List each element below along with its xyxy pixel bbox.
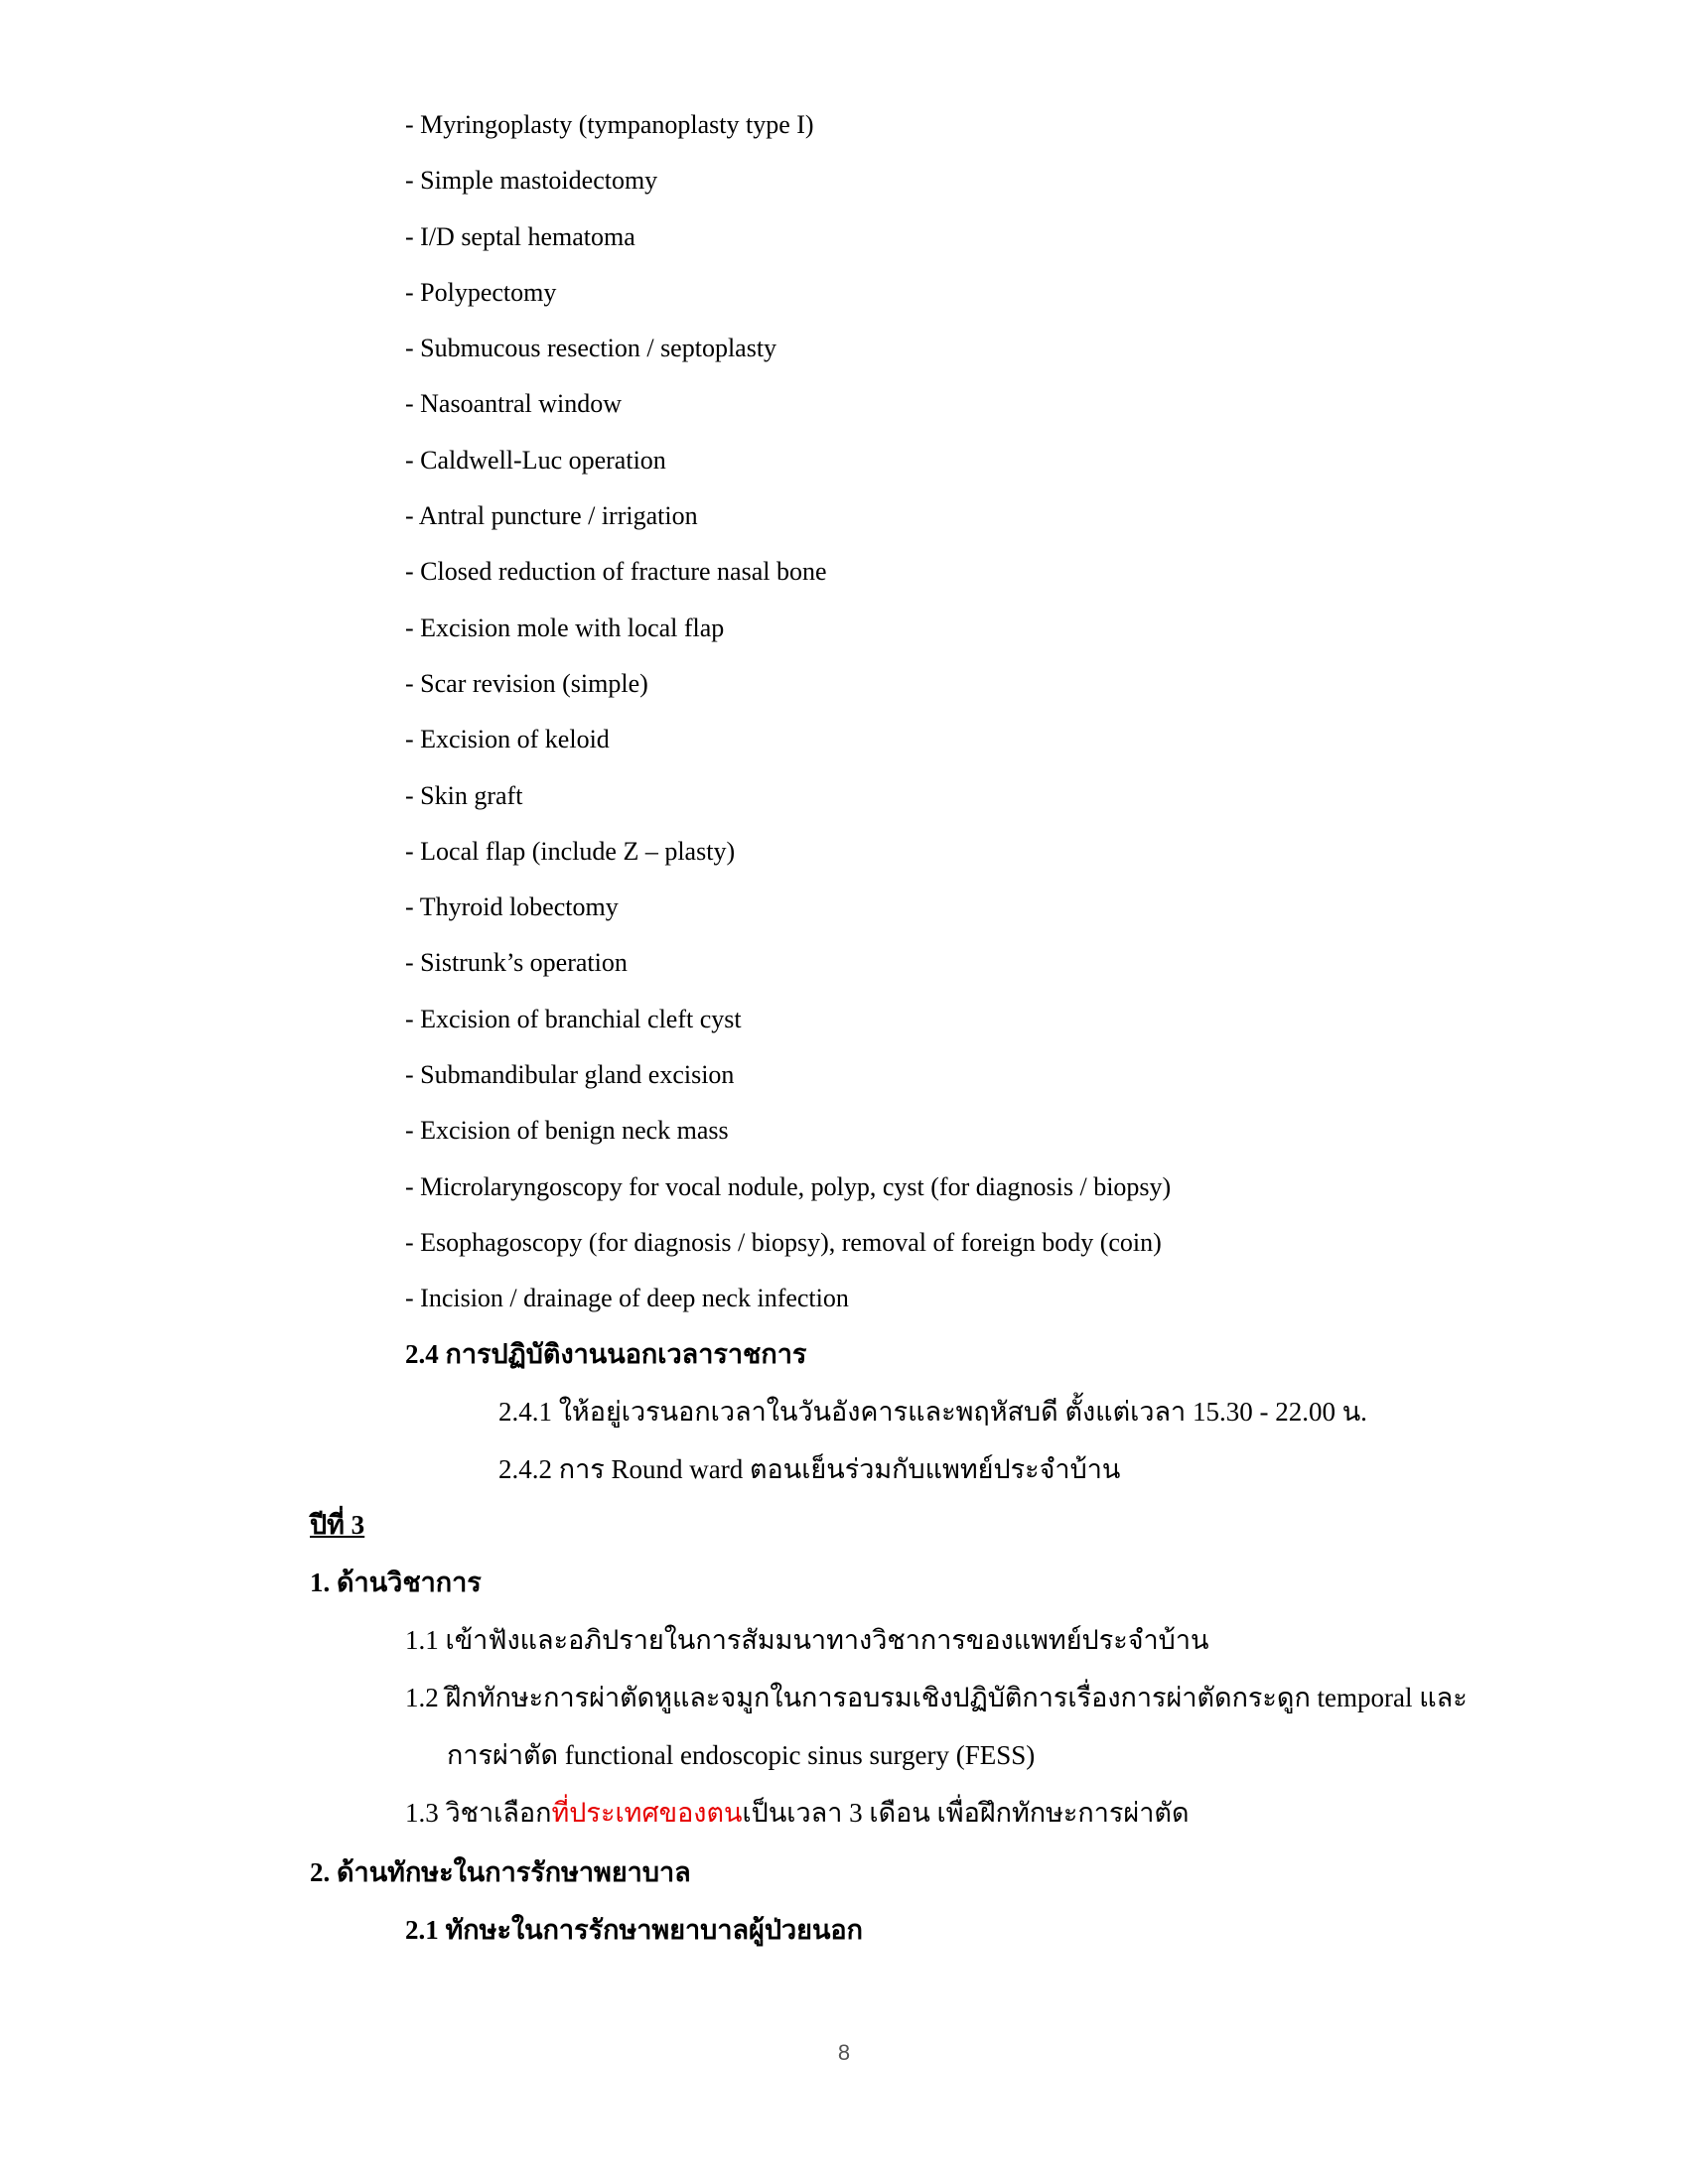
academic-item-1-1: 1.1 เข้าฟังและอภิปรายในการสัมมนาทางวิชาการของแพทย์ประจำบ้าน	[405, 1625, 1209, 1655]
section-2-4-1: 2.4.1 ให้อยู่เวรนอกเวลาในวันอังคารและพฤหัสบดี ตั้งแต่เวลา 15.30 - 22.00 น.	[498, 1397, 1367, 1427]
procedure-item: - Polypectomy	[405, 277, 557, 307]
procedure-item: - I/D septal hematoma	[405, 221, 635, 251]
academic-item-1-2: 1.2 ฝึกทักษะการผ่าตัดหูและจมูกในการอบรมเชิงปฏิบัติการเรื่องการผ่าตัดกระดูก temporal และ	[405, 1683, 1468, 1712]
procedure-item: - Incision / drainage of deep neck infection	[405, 1284, 849, 1313]
procedure-item: - Nasoantral window	[405, 389, 623, 419]
procedure-item: - Sistrunk’s operation	[405, 948, 628, 978]
procedure-item: - Closed reduction of fracture nasal bone	[405, 557, 827, 587]
procedure-item: - Antral puncture / irrigation	[405, 501, 698, 531]
procedure-item: - Thyroid lobectomy	[405, 892, 619, 922]
procedure-item: - Excision of keloid	[405, 725, 610, 754]
procedure-list	[405, 105, 1497, 1335]
procedure-item: - Excision mole with local flap	[405, 613, 725, 642]
procedure-item: - Excision of branchial cleft cyst	[405, 1004, 742, 1033]
academic-item-1-3	[405, 1793, 1189, 1833]
procedure-item: - Caldwell-Luc operation	[405, 445, 666, 475]
procedure-item: - Scar revision (simple)	[405, 668, 648, 698]
procedure-item: - Submandibular gland excision	[405, 1060, 735, 1090]
year-3-heading: ปีที่ 3	[310, 1510, 365, 1540]
procedure-item: - Microlaryngoscopy for vocal nodule, polyp, cyst (for diagnosis / biopsy)	[405, 1171, 1172, 1201]
procedure-item: - Skin graft	[405, 780, 523, 810]
procedure-item: - Submucous resection / septoplasty	[405, 334, 777, 363]
procedure-item: - Local flap (include Z – plasty)	[405, 836, 736, 866]
academic-item-1-3-suffix: เป็นเวลา 3 เดือน เพื่อฝึกทักษะการผ่าตัด	[742, 1798, 1190, 1828]
procedure-item: - Esophagoscopy (for diagnosis / biopsy), removal of foreign body (coin)	[405, 1227, 1162, 1257]
academic-item-1-3-highlight: ที่ประเทศของตน	[551, 1798, 743, 1828]
procedure-item: - Excision of benign neck mass	[405, 1116, 729, 1146]
procedure-item: - Myringoplasty (tympanoplasty type I)	[405, 110, 814, 139]
academic-item-1-2-continued: การผ่าตัด functional endoscopic sinus surgery (FESS)	[447, 1740, 1036, 1770]
section-2-4-heading: 2.4 การปฏิบัติงานนอกเวลาราชการ	[405, 1339, 807, 1369]
procedure-item: - Simple mastoidectomy	[405, 166, 658, 196]
clinical-item-2-1: 2.1 ทักษะในการรักษาพยาบาลผู้ป่วยนอก	[405, 1915, 863, 1945]
section-2-4-2: 2.4.2 การ Round ward ตอนเย็นร่วมกับแพทย์ประจำบ้าน	[498, 1454, 1121, 1484]
clinical-heading: 2. ด้านทักษะในการรักษาพยาบาล	[310, 1857, 691, 1887]
academic-item-1-3-prefix: 1.3 วิชาเลือก	[405, 1798, 552, 1828]
academic-heading: 1. ด้านวิชาการ	[310, 1568, 482, 1597]
page-number: 8	[837, 2040, 851, 2065]
